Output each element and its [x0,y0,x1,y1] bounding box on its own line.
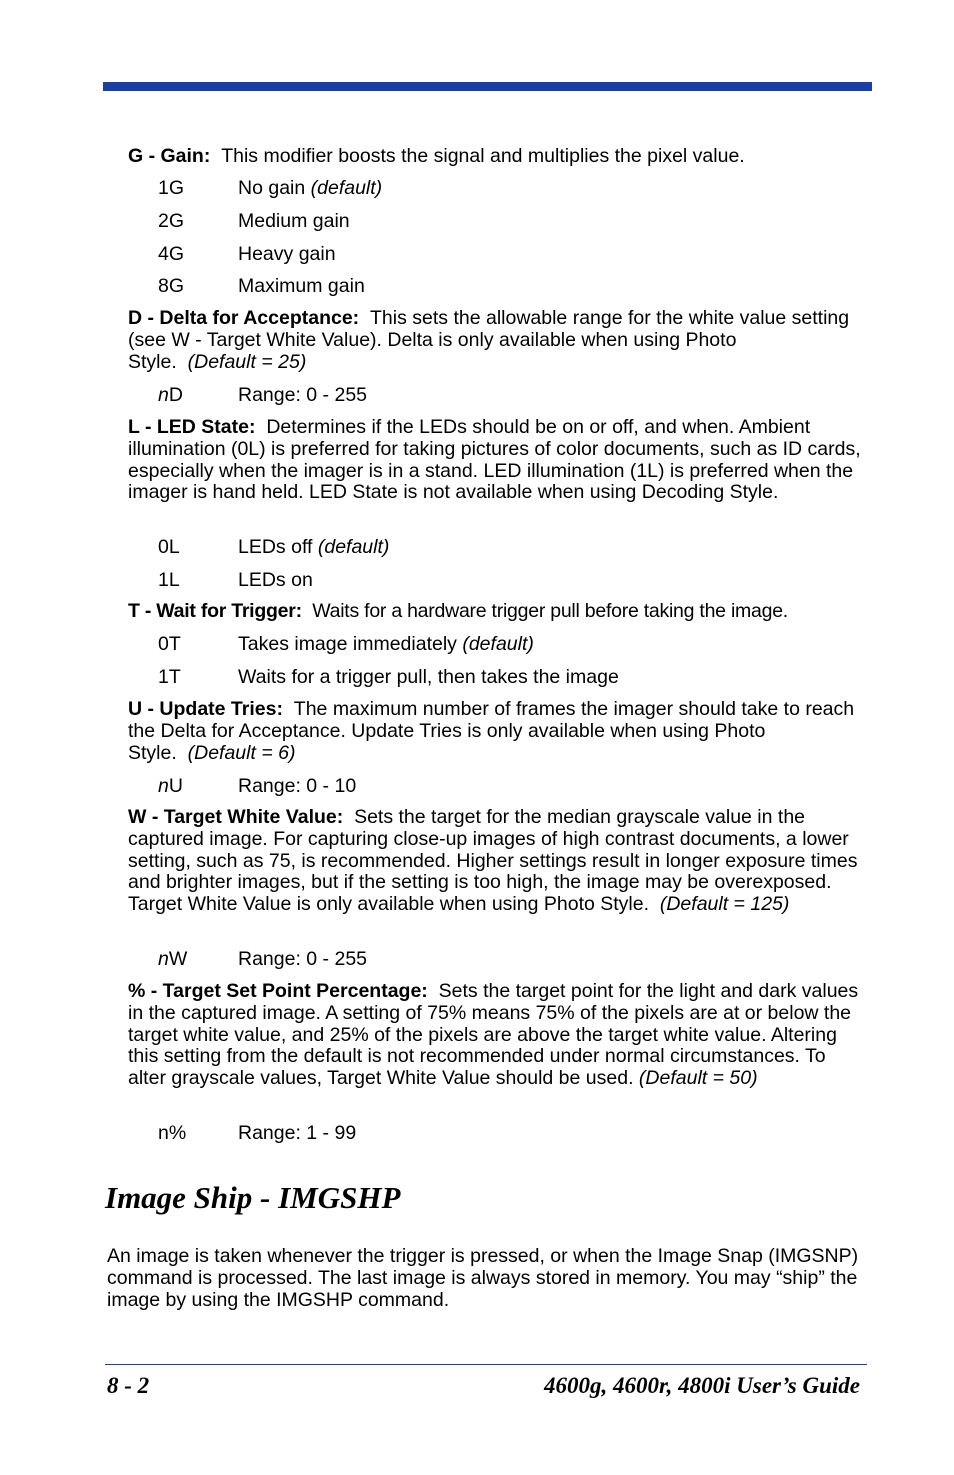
option-code: nD [158,384,183,406]
option-desc: Range: 0 - 255 [238,384,368,406]
section-title: Image Ship - IMGSHP [105,1180,401,1215]
gain-description [128,146,868,168]
delta-text: This sets the allowable range for the white value setting (see W - Target White Value). Delta is only available when using Photo Style. [128,307,850,373]
led-text: Determines if the LEDs should be on or off, and when. Ambient illumination (0L) is preferred for taking pictures of color documents, such as ID cards, especially when the imager is in a stand. LED illumination (1L) is preferred when the imager is hand held. LED State is not available when using Decoding Style. [128,416,861,504]
guide-title: 4600g, 4600r, 4800i User’s Guide [543,1373,860,1398]
led-label: L - LED State: [128,416,256,438]
option-code: 8G [158,275,185,297]
section-body: An image is taken whenever the trigger is pressed, or when the Image Snap (IMGSNP) command is processed. The last image is always stored in memory. You may “ship” the image by using the IMGSHP command. [107,1245,859,1311]
gain-text: This modifier boosts the signal and multiplies the pixel value. [221,145,745,167]
white-default: (Default = 125) [659,893,790,916]
option-code: 0T [158,633,181,655]
setpoint-default: (Default = 50) [638,1067,758,1090]
option-code: n% [158,1122,187,1144]
trigger-text: Waits for a hardware trigger pull before taking the image. [312,600,788,622]
option-code: 1T [158,666,181,688]
option-desc: Maximum gain [238,275,365,297]
page-number: 8 - 2 [107,1373,150,1398]
option-desc: LEDs off (default) [238,536,390,558]
option-desc: Takes image immediately (default) [238,633,534,655]
option-desc: Range: 0 - 255 [238,948,368,970]
option-code: 1L [158,569,180,591]
white-description [128,807,868,916]
setpoint-label: % - Target Set Point Percentage: [128,980,428,1002]
option-desc: Waits for a trigger pull, then takes the image [238,666,619,688]
option-code: 2G [158,210,185,232]
option-code: 1G [158,177,185,199]
gain-label: G - Gain: [128,145,211,167]
option-code: nW [158,948,188,970]
setpoint-text: Sets the target point for the light and dark values in the captured image. A setting of 75% means 75% of the pixels are at or below the target white value, and 25% of the pixels are above the target white value. Altering this setting from the default is not recommended under normal circumstances. To alter grayscale values, Target White Value should be used. [128,980,859,1090]
option-desc: Range: 1 - 99 [238,1122,357,1144]
trigger-description [128,601,868,623]
update-label: U - Update Tries: [128,698,283,720]
option-desc: LEDs on [238,569,313,591]
option-code: 4G [158,243,185,265]
led-description [128,417,868,504]
option-desc: Medium gain [238,210,350,232]
update-default: (Default = 6) [187,741,296,764]
setpoint-description [128,981,868,1090]
delta-description [128,308,868,373]
option-desc: Range: 0 - 10 [238,775,357,797]
option-code: 0L [158,536,180,558]
option-desc: Heavy gain [238,243,336,265]
update-text: The maximum number of frames the imager should take to reach the Delta for Acceptance. Update Tries is only available when using Photo Style. [128,698,855,764]
white-label: W - Target White Value: [128,806,344,828]
footer-rule [105,1364,867,1365]
white-text: Sets the target for the median grayscale value in the captured image. For capturing close-up images of high contrast documents, a lower setting, such as 75, is recommended. Higher settings result in longer exposure times and brighter images, but if the setting is too high, the image may be overexposed. Target White Value is only available when using Photo Style. [128,806,858,916]
delta-label: D - Delta for Acceptance: [128,307,360,329]
trigger-label: T - Wait for Trigger: [128,600,302,622]
option-desc: No gain (default) [238,177,383,199]
update-description [128,699,868,764]
option-code: nU [158,775,183,797]
delta-default: (Default = 25) [187,350,307,373]
header-rule [103,82,872,91]
